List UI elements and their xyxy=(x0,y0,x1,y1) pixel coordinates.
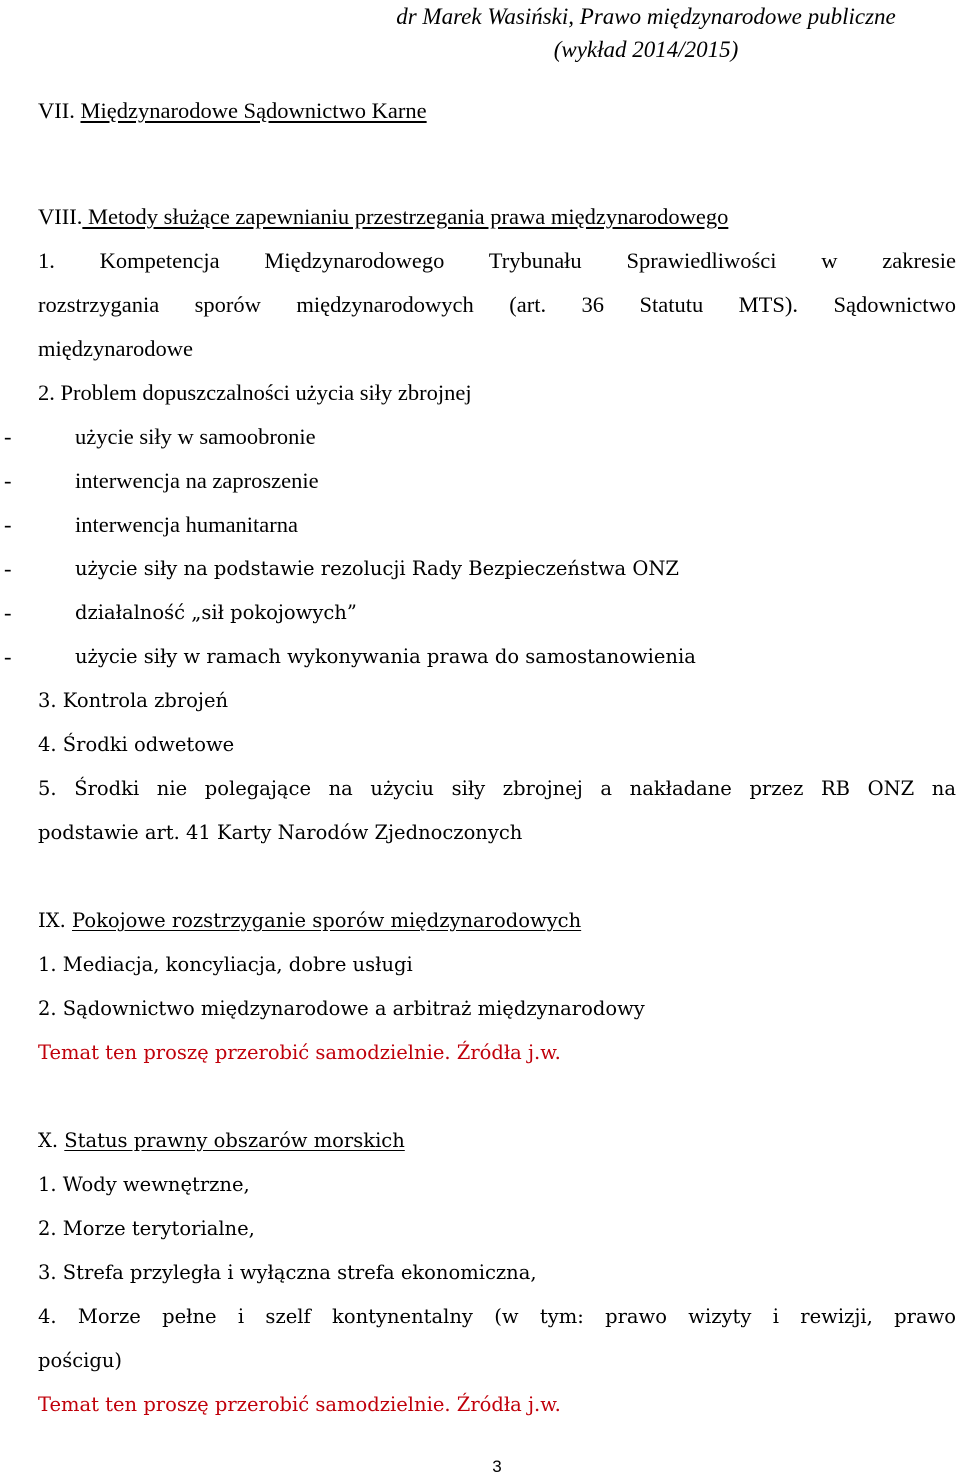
section-10-heading xyxy=(38,1126,405,1156)
section-10-item-4-line-1: 4. Morze pełne i szelf kontynentalny (w tym: prawo wizyty i rewizji, prawo xyxy=(38,1305,956,1328)
bullet-dash: - xyxy=(4,556,12,581)
section-9-item-1: 1. Mediacja, koncyliacja, dobre usługi xyxy=(38,953,413,976)
section-8-item-5-line-1: 5. Środki nie polegające na użyciu siły zbrojnej a nakładane przez RB ONZ na xyxy=(38,777,956,800)
bullet-text: interwencja na zaproszenie xyxy=(75,468,319,493)
section-8-item-3: 3. Kontrola zbrojeń xyxy=(38,689,229,712)
section-8-title: Metody służące zapewnianiu przestrzegania prawa międzynarodowego xyxy=(82,204,729,229)
self-study-note: Temat ten proszę przerobić samodzielnie. Źródła j.w. xyxy=(38,1393,561,1416)
section-8-item-1-line-2: rozstrzygania sporów międzynarodowych (art. 36 Statutu MTS). Sądownictwo xyxy=(38,292,956,317)
bullet-dash: - xyxy=(4,468,12,493)
section-8-item-1-line-3: międzynarodowe xyxy=(38,336,193,361)
bullet-dash: - xyxy=(4,600,12,625)
section-7-number: VII. xyxy=(38,98,75,123)
section-10-item-3: 3. Strefa przyległa i wyłączna strefa ekonomiczna, xyxy=(38,1261,537,1284)
section-10-item-1: 1. Wody wewnętrzne, xyxy=(38,1173,250,1196)
header-author-course: dr Marek Wasiński, Prawo międzynarodowe publiczne xyxy=(396,4,896,29)
section-10-item-4-line-2: pościgu) xyxy=(38,1349,123,1372)
section-9-title: Pokojowe rozstrzyganie sporów międzynarodowych xyxy=(72,909,582,932)
page-number: 3 xyxy=(492,1457,502,1476)
bullet-text: interwencja humanitarna xyxy=(75,512,299,537)
section-8-item-4: 4. Środki odwetowe xyxy=(38,733,235,756)
bullet-dash: - xyxy=(4,424,12,449)
section-8-item-1-line-1: 1. Kompetencja Międzynarodowego Trybunału Sprawiedliwości w zakresie xyxy=(38,248,956,273)
section-8-number: VIII. xyxy=(38,204,83,229)
section-7-title: Międzynarodowe Sądownictwo Karne xyxy=(80,98,427,123)
bullet-dash: - xyxy=(4,512,12,537)
bullet-text: użycie siły w ramach wykonywania prawa do samostanowienia xyxy=(75,645,696,668)
section-7-heading xyxy=(38,96,427,126)
section-10-title: Status prawny obszarów morskich xyxy=(64,1129,405,1152)
bullet-text: użycie siły w samoobronie xyxy=(75,424,316,449)
bullet-dash: - xyxy=(4,644,12,669)
section-8-item-2: 2. Problem dopuszczalności użycia siły zbrojnej xyxy=(38,380,472,405)
bullet-text: działalność „sił pokojowych” xyxy=(75,601,357,624)
section-9-item-2: 2. Sądownictwo międzynarodowe a arbitraż międzynarodowy xyxy=(38,997,645,1020)
page-header xyxy=(346,0,946,66)
section-10-item-2: 2. Morze terytorialne, xyxy=(38,1217,255,1240)
section-9-number: IX. xyxy=(38,909,66,932)
header-academic-year: (wykład 2014/2015) xyxy=(553,37,739,62)
section-8-heading xyxy=(38,202,728,232)
bullet-text: użycie siły na podstawie rezolucji Rady Bezpieczeństwa ONZ xyxy=(75,557,679,580)
section-10-number: X. xyxy=(38,1129,59,1152)
self-study-note: Temat ten proszę przerobić samodzielnie. Źródła j.w. xyxy=(38,1041,561,1064)
section-8-item-5-line-2: podstawie art. 41 Karty Narodów Zjednoczonych xyxy=(38,821,523,844)
section-9-heading xyxy=(38,906,581,936)
